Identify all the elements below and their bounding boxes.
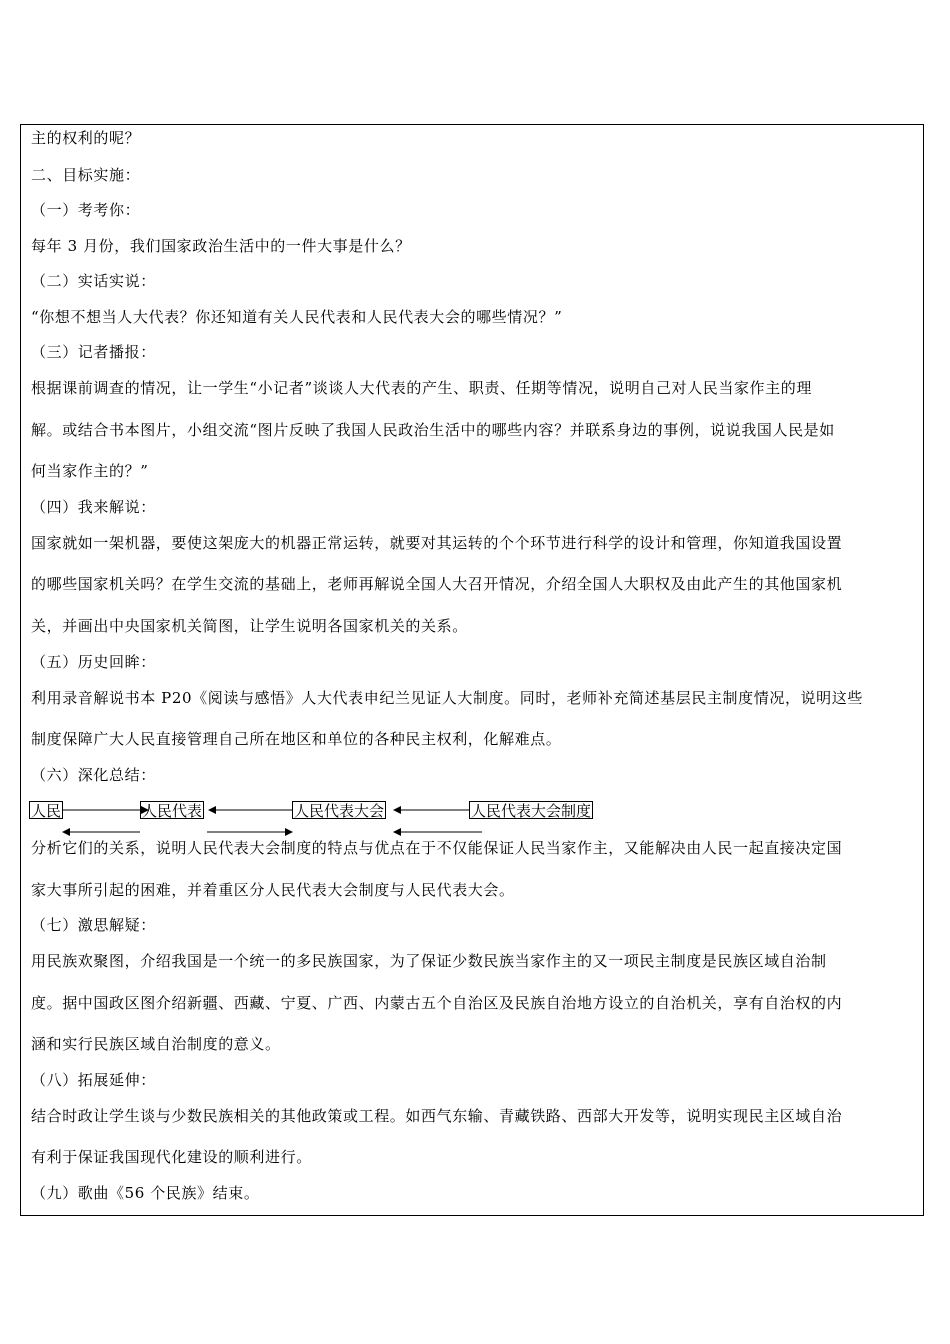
subsection-heading: （九）歌曲《56 个民族》结束。 — [31, 1184, 260, 1202]
text-line: 的哪些国家机关吗？在学生交流的基础上，老师再解说全国人大召开情况，介绍全国人大职权及由此产生的其他国家机 — [31, 575, 843, 593]
diagram-node-system: 人民代表大会制度 — [471, 802, 592, 820]
text-line: 主的权利的呢？ — [31, 129, 141, 147]
text-line: 国家就如一架机器，要使这架庞大的机器正常运转，就要对其运转的个个环节进行科学的设计和管理，你知道我国设置 — [31, 534, 843, 552]
section-heading: 二、目标实施： — [31, 166, 141, 184]
text-line: 度。据中国政区图介绍新疆、西藏、宁夏、广西、内蒙古五个自治区及民族自治地方设立的自治机关，享有自治权的内 — [31, 994, 843, 1012]
diagram-node-people: 人民 — [31, 802, 62, 820]
subsection-heading: （三）记者播报： — [31, 343, 156, 361]
text-line: 涵和实行民族区域自治制度的意义。 — [31, 1035, 281, 1053]
subsection-heading: （八）拓展延伸： — [31, 1071, 156, 1089]
subsection-heading: （四）我来解说： — [31, 498, 156, 516]
text-line: 结合时政让学生谈与少数民族相关的其他政策或工程。如西气东输、青藏铁路、西部大开发等，说明实现民主区域自治 — [31, 1107, 843, 1125]
text-line: 制度保障广大人民直接管理自己所在地区和单位的各种民主权利，化解难点。 — [31, 730, 562, 748]
subsection-heading: （二）实话实说： — [31, 272, 156, 290]
subsection-heading: （一）考考你： — [31, 201, 141, 219]
text-line: 利用录音解说书本 P20《阅读与感悟》人大代表申纪兰见证人大制度。同时，老师补充简述基层民主制度情况，说明这些 — [31, 689, 863, 707]
subsection-heading: （五）历史回眸： — [31, 653, 156, 671]
text-line: 用民族欢聚图，介绍我国是一个统一的多民族国家，为了保证少数民族当家作主的又一项民主制度是民族区域自治制 — [31, 952, 827, 970]
text-line: 何当家作主的？” — [31, 462, 149, 480]
text-line: 每年 3 月份，我们国家政治生活中的一件大事是什么？ — [31, 237, 411, 255]
diagram-node-deputies: 人民代表 — [142, 802, 203, 820]
subsection-heading: （七）激思解疑： — [31, 916, 156, 934]
text-line: “你想不想当人大代表？你还知道有关人民代表和人民代表大会的哪些情况？” — [31, 308, 563, 326]
text-line: 关，并画出中央国家机关简图，让学生说明各国家机关的关系。 — [31, 617, 468, 635]
text-line: 根据课前调查的情况，让一学生“小记者”谈谈人大代表的产生、职责、任期等情况，说明自己对人民当家作主的理 — [31, 379, 812, 397]
text-line: 家大事所引起的困难，并着重区分人民代表大会制度与人民代表大会。 — [31, 881, 515, 899]
diagram-node-congress: 人民代表大会 — [294, 802, 385, 820]
text-line: 分析它们的关系，说明人民代表大会制度的特点与优点在于不仅能保证人民当家作主，又能解决由人民一起直接决定国 — [31, 839, 843, 857]
subsection-heading: （六）深化总结： — [31, 766, 156, 784]
text-line: 有利于保证我国现代化建设的顺利进行。 — [31, 1148, 312, 1166]
text-line: 解。或结合书本图片，小组交流“图片反映了我国人民政治生活中的哪些内容？并联系身边的事例，说说我国人民是如 — [31, 421, 835, 439]
